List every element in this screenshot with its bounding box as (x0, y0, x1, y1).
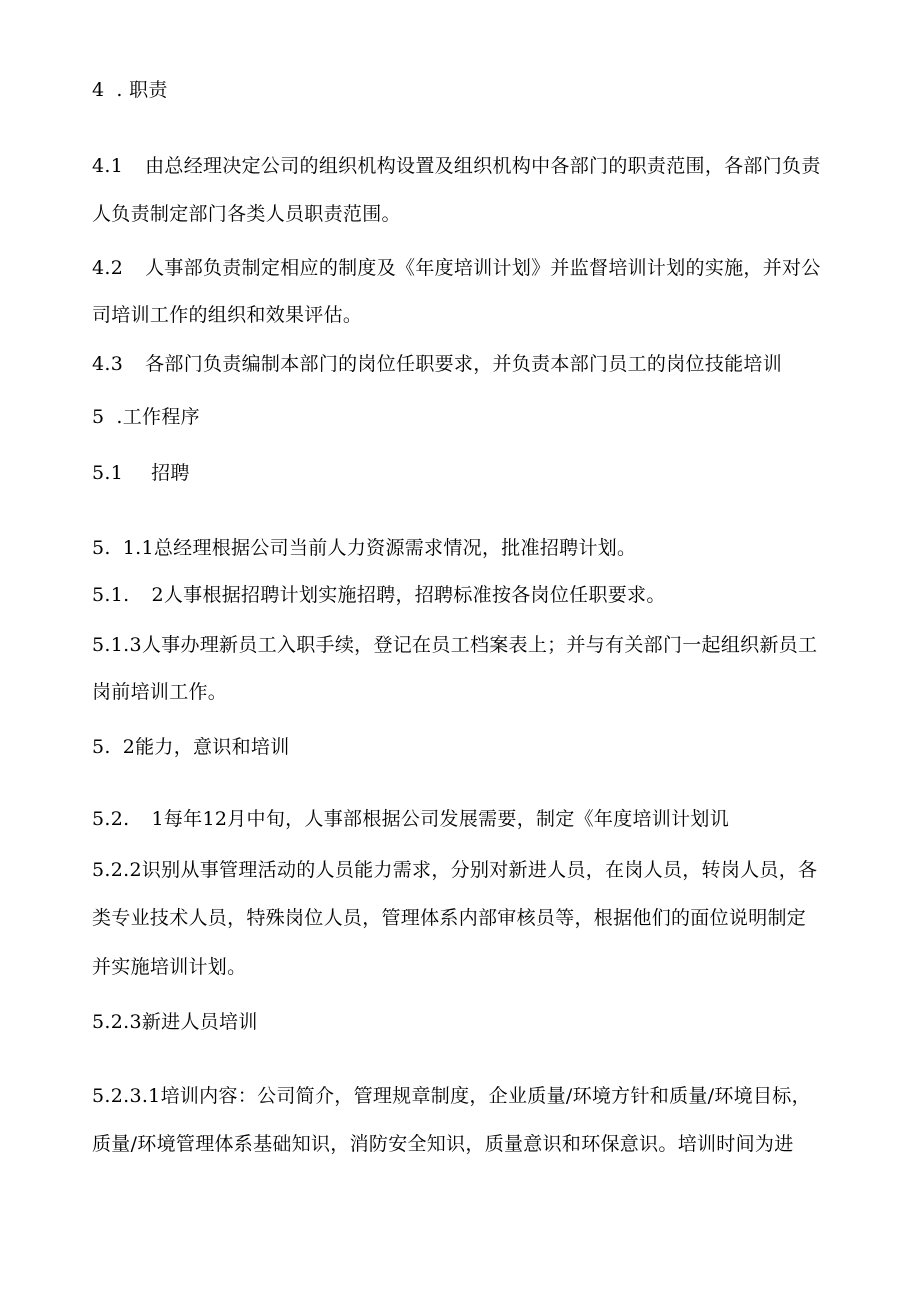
clause-number: 5.1 (92, 462, 124, 484)
clause-5-2-1 (92, 806, 842, 832)
clause-text: 由总经理决定公司的组织机构设置及组织机构中各部门的职责范围，各部门负责 (145, 155, 821, 177)
section-number: 5 (92, 406, 105, 428)
clause-5-1 (92, 460, 842, 486)
clause-number: 5. (92, 537, 111, 559)
section-title: . 职责 (116, 79, 168, 101)
clause-5-2-2-line-2: 类专业技术人员，特殊岗位人员，管理体系内部审核员等，根据他们的面位说明制定 (92, 907, 807, 929)
clause-5-2-3-1-line-2: 质量/环境管理体系基础知识，消防安全知识，质量意识和环保意识。培训时间为进 (92, 1133, 794, 1155)
section-5-heading (92, 404, 842, 430)
clause-number: 5. (92, 736, 111, 758)
clause-text: 2人事根据招聘计划实施招聘，招聘标准按各岗位任职要求。 (151, 584, 666, 606)
section-number: 4 (92, 79, 105, 101)
clause-5-2 (92, 734, 842, 760)
clause-number: 4.3 (92, 353, 124, 375)
clause-number: 4.1 (92, 155, 124, 177)
clause-5-2-2-line-3: 并实施培训计划。 (92, 956, 247, 978)
clause-text: 人事部负责制定相应的制度及《年度培训计划》并监督培训计划的实施，并对公 (145, 257, 821, 279)
clause-5-1-3-line-2: 岗前培训工作。 (92, 681, 228, 703)
clause-4-2-line-1 (92, 255, 842, 281)
clause-text: 1每年12月中旬，人事部根据公司发展需要，制定《年度培训计划讥 (151, 808, 730, 830)
clause-text: 2能力，意识和培训 (122, 736, 290, 758)
section-4-heading (92, 77, 842, 103)
clause-5-1-3-line-1: 5.1.3人事办理新员工入职手续，登记在员工档案表上；并与有关部门一起组织新员工 (92, 634, 818, 656)
clause-5-2-3-1-line-1: 5.2.3.1培训内容：公司简介，管理规章制度，企业质量/环境方针和质量/环境目标， (92, 1085, 811, 1107)
clause-text: 各部门负责编制本部门的岗位任职要求，并负责本部门员工的岗位技能培训 (145, 353, 783, 375)
clause-5-2-2-line-1: 5.2.2识别从事管理活动的人员能力需求，分别对新进人员，在岗人员，转岗人员，各 (92, 859, 818, 881)
clause-number: 5.2. (92, 808, 130, 830)
clause-text: 招聘 (151, 462, 190, 484)
clause-number: 4.2 (92, 257, 124, 279)
clause-4-2-line-2: 司培训工作的组织和效果评估。 (92, 304, 363, 326)
clause-4-1-line-1 (92, 153, 842, 179)
clause-4-1-line-2: 人负责制定部门各类人员职责范围。 (92, 203, 401, 225)
clause-text: 1.1总经理根据公司当前人力资源需求情况，批准招聘计划。 (122, 537, 637, 559)
clause-5-2-3: 5.2.3新进人员培训 (92, 1011, 258, 1033)
clause-4-3 (92, 351, 842, 377)
section-title: .工作程序 (116, 406, 200, 428)
clause-5-1-2 (92, 582, 842, 608)
clause-5-1-1 (92, 535, 842, 561)
clause-number: 5.1. (92, 584, 130, 606)
